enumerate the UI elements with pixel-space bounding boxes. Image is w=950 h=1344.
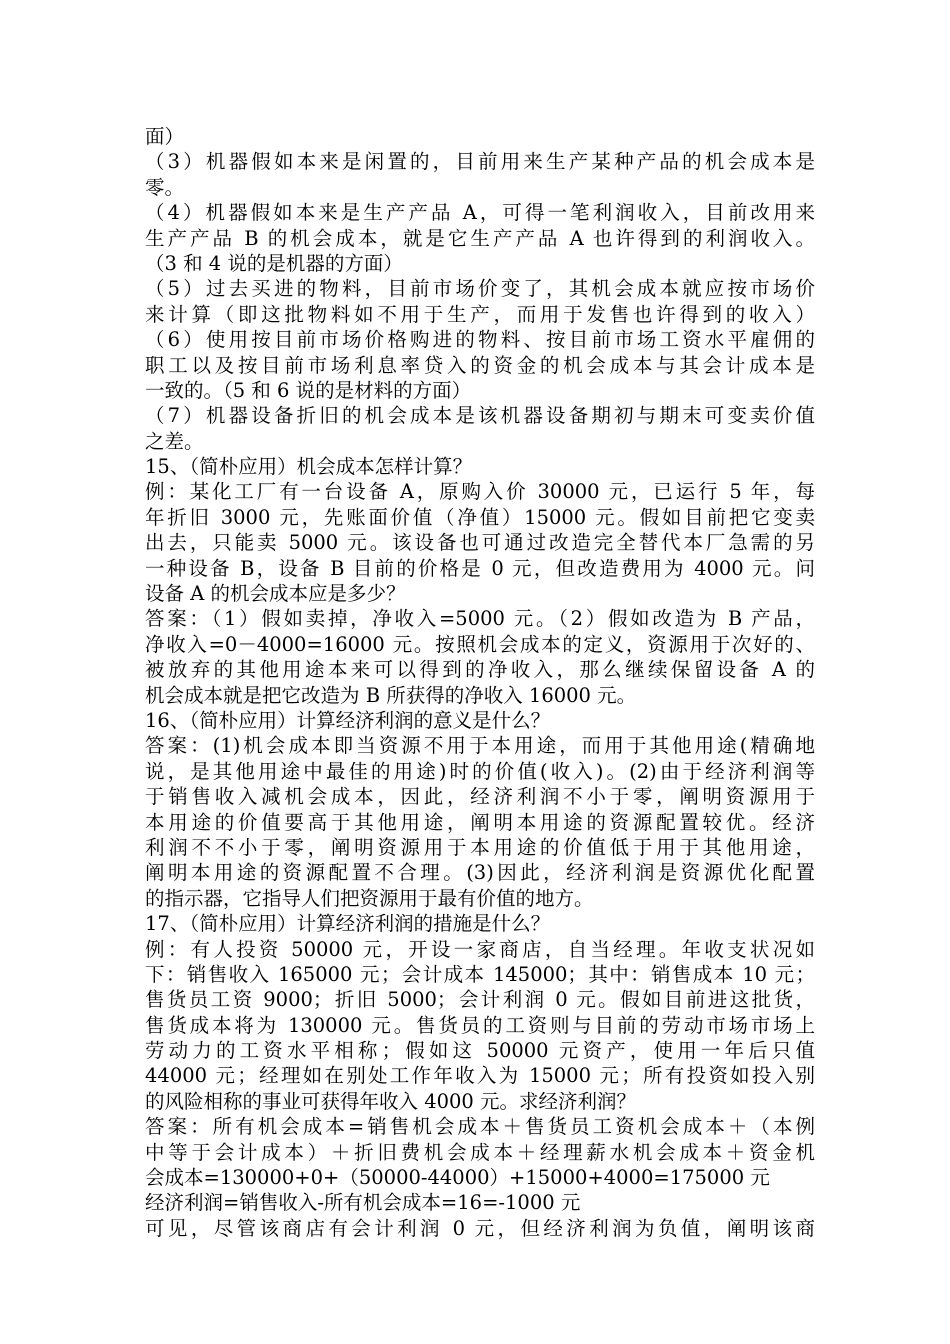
text-line: 例：某化工厂有一台设备 A，原购入价 30000 元，已运行 5 年，每 (145, 480, 815, 504)
text-line: 生产产品 B 的机会成本，就是它生产产品 A 也许得到的利润收入。 (145, 226, 815, 250)
text-line: 机会成本就是把它改造为 B 所获得的净收入 16000 元。 (145, 683, 637, 707)
text-line: （6）使用按目前市场价格购进的物料、按目前市场工资水平雇佣的 (145, 328, 815, 352)
text-line: 本用途的价值要高于其他用途，阐明本用途的资源配置较优。经济 (145, 810, 815, 834)
text-line: 的风险相称的事业可获得年收入 4000 元。求经济利润？ (145, 1089, 637, 1113)
text-line: 16、（简朴应用）计算经济利润的意义是什么？ (145, 708, 551, 732)
text-line: 经济利润=销售收入-所有机会成本=16=-1000 元 (145, 1191, 581, 1215)
text-line: 来计算（即这批物料如不用于生产，而用于发售也许得到的收入） (145, 302, 815, 326)
text-line: 利润不不小于零，阐明资源用于本用途的价值低于用于其他用途， (145, 835, 815, 859)
text-line: 答案：(1)机会成本即当资源不用于本用途，而用于其他用途(精确地 (145, 734, 815, 758)
text-line: （5）过去买进的物料，目前市场价变了，其机会成本就应按市场价 (145, 277, 815, 301)
text-line: 于销售收入减机会成本，因此，经济利润不小于零，阐明资源用于 (145, 785, 815, 809)
text-line: 职工以及按目前市场利息率贷入的资金的机会成本与其会计成本是 (145, 353, 815, 377)
text-line: 面） (145, 125, 185, 148)
text-line: （3）机器假如本来是闲置的，目前用来生产某种产品的机会成本是 (145, 150, 815, 174)
text-line: 出去，只能卖 5000 元。该设备也可通过改造完全替代本厂急需的另 (145, 531, 815, 555)
text-line: 答案：（1）假如卖掉，净收入=5000 元。（2）假如改造为 B 产品， (145, 607, 815, 631)
text-line: 说，是其他用途中最佳的用途)时的价值(收入)。(2)由于经济利润等 (145, 759, 815, 783)
text-line: 一致的。（5 和 6 说的是材料的方面） (145, 378, 472, 402)
text-line: 例：有人投资 50000 元，开设一家商店，自当经理。年收支状况如 (145, 937, 815, 961)
text-line: 可见，尽管该商店有会计利润 0 元，但经济利润为负值，阐明该商 (145, 1216, 815, 1240)
text-line: 之差。 (145, 429, 204, 453)
text-line: 售货员工资 9000；折旧 5000；会计利润 0 元。假如目前进这批货， (145, 988, 815, 1012)
text-line: 一种设备 B，设备 B 目前的价格是 0 元，但改造费用为 4000 元。问 (145, 556, 815, 580)
text-line: 阐明本用途的资源配置不合理。(3)因此，经济利润是资源优化配置 (145, 861, 815, 885)
text-line: 被放弃的其他用途本来可以得到的净收入，那么继续保留设备 A 的 (145, 658, 815, 682)
text-line: 中等于会计成本）＋折旧费机会成本＋经理薪水机会成本＋资金机 (145, 1140, 815, 1164)
text-line: 净收入=0－4000=16000 元。按照机会成本的定义，资源用于次好的、 (145, 632, 815, 656)
text-line: （7）机器设备折旧的机会成本是该机器设备期初与期末可变卖价值 (145, 404, 815, 428)
text-line: 劳动力的工资水平相称；假如这 50000 元资产，使用一年后只值 (145, 1039, 815, 1063)
text-line: 答案：所有机会成本=销售机会成本＋售货员工资机会成本＋（本例 (145, 1115, 815, 1139)
text-line: （3 和 4 说的是机器的方面） (145, 251, 403, 275)
text-line: 会成本=130000+0+（50000-44000）+15000+4000=175000 元 (145, 1166, 770, 1190)
text-line: 下：销售收入 165000 元；会计成本 145000；其中：销售成本 10 元； (145, 962, 815, 986)
text-line: 44000 元；经理如在别处工作年收入为 15000 元；所有投资如投入别 (145, 1064, 815, 1088)
text-line: 设备 A 的机会成本应是多少？ (145, 582, 406, 606)
text-line: 17、（简朴应用）计算经济利润的措施是什么？ (145, 912, 551, 936)
text-line: （4）机器假如本来是生产产品 A，可得一笔利润收入，目前改用来 (145, 201, 815, 225)
text-line: 售货成本将为 130000 元。售货员的工资则与目前的劳动市场市场上 (145, 1013, 815, 1037)
text-line: 15、（简朴应用）机会成本怎样计算？ (145, 455, 473, 479)
text-line: 的指示器，它指导人们把资源用于最有价值的地方。 (145, 886, 594, 910)
text-line: 零。 (145, 175, 185, 199)
document-body (145, 124, 815, 1241)
text-line: 年折旧 3000 元，先账面价值（净值）15000 元。假如目前把它变卖 (145, 505, 815, 529)
